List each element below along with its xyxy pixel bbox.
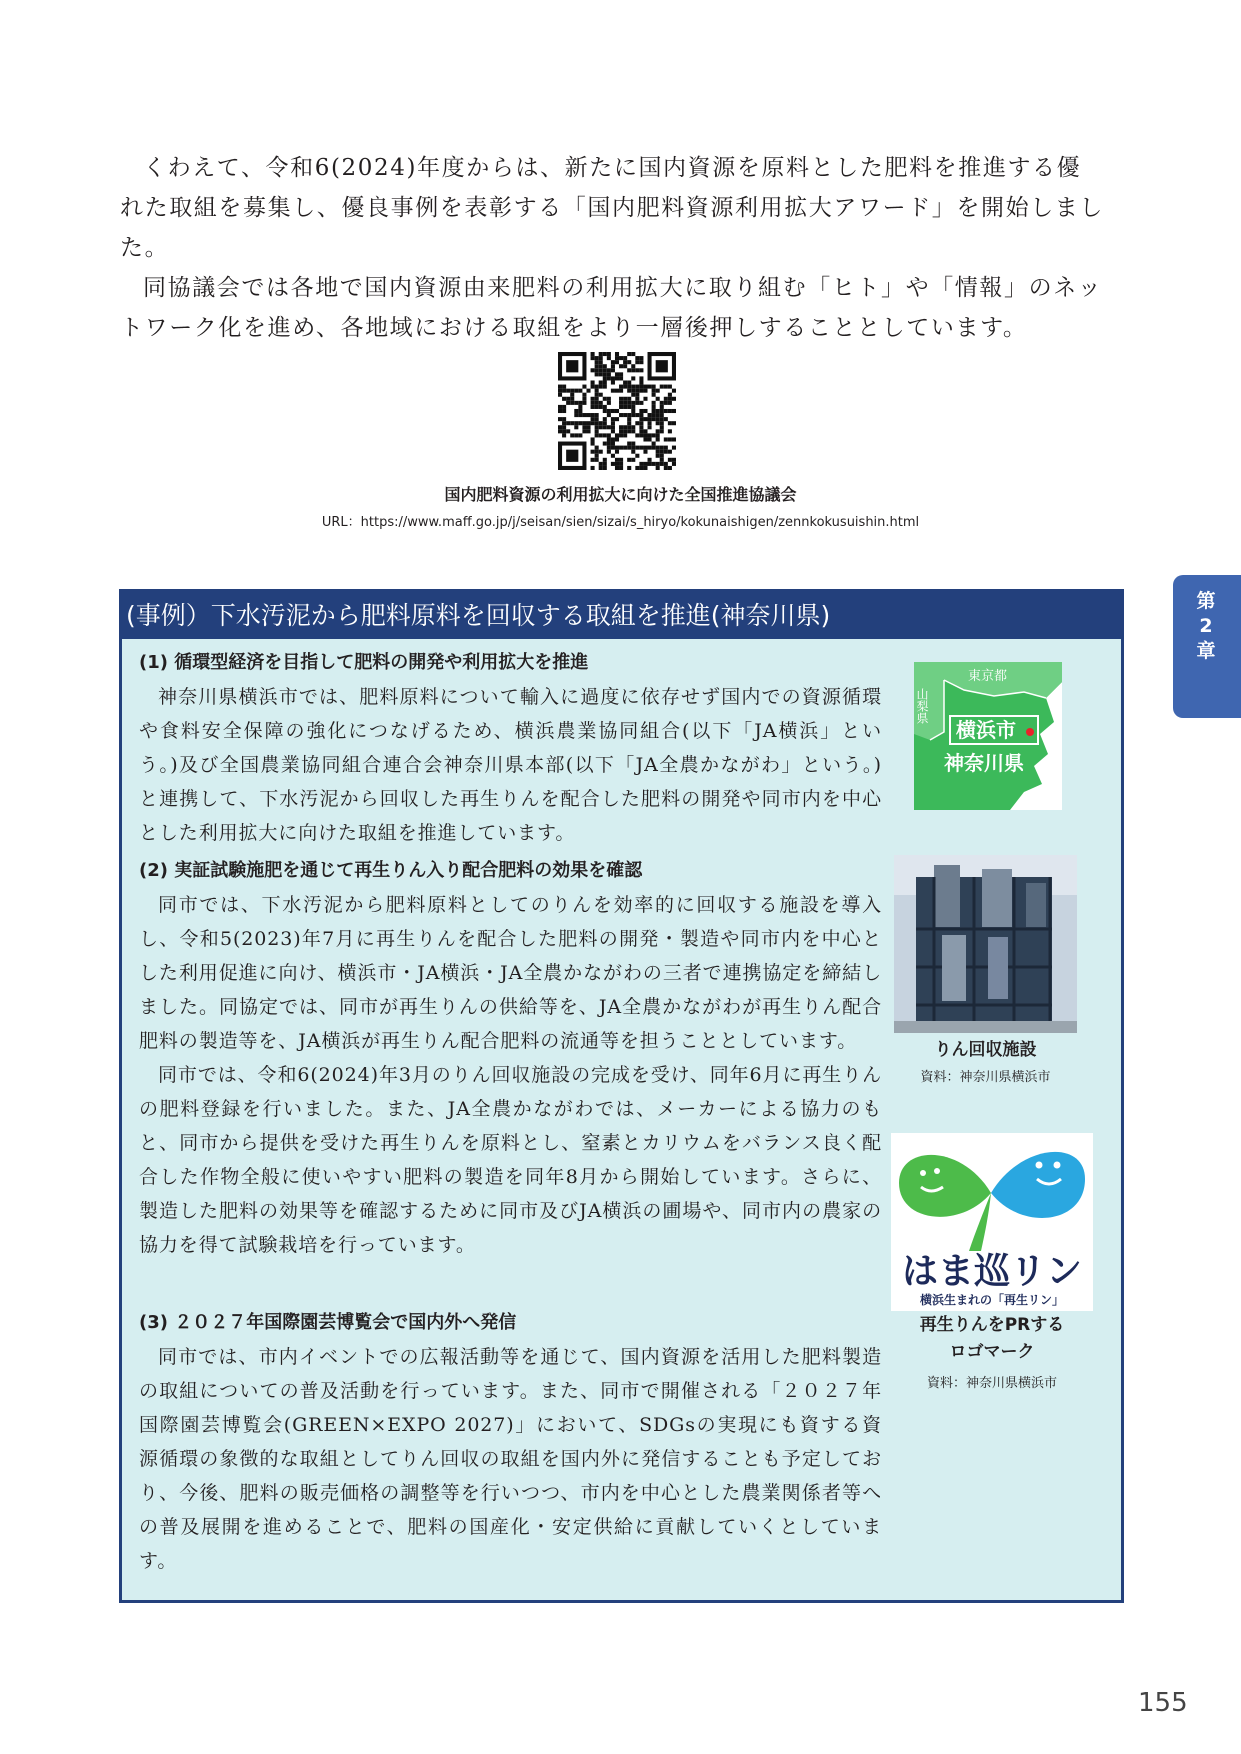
intro-text	[120, 148, 1105, 348]
qr-url[interactable]: URL：https://www.maff.go.jp/j/seisan/sien/sizai/s_hiryo/kokunaishigen/zennkokusuishin.html	[321, 515, 920, 530]
photo-caption: りん回収施設	[934, 1040, 1037, 1060]
section-paragraph: 同市では、下水汚泥から肥料原料としてのりんを効率的に回収する施設を導入し、令和5(2023)年7月に再生りんを配合した肥料の開発・製造や同市内を中心とした利用促進に向け、横浜市・JA横浜・JA全農かながわの三者で連携協定を締結しました。同協定では、同市が再生りんの供給等を、JA全農かながわが再生りん配合肥料の製造等を、JA横浜が再生りん配合肥料の流通等を担うこととしています。	[139, 894, 882, 1052]
logo-source: 資料：神奈川県横浜市	[926, 1376, 1057, 1391]
kanagawa-map	[914, 662, 1062, 810]
chapter-tab-label: 第 2 章	[1196, 590, 1216, 662]
page-number: 155	[1138, 1688, 1188, 1718]
section-title: (3) ２０２７年国際園芸博覧会で国内外へ発信	[139, 1312, 517, 1333]
yokohama-marker	[1026, 728, 1034, 736]
section-3	[139, 1310, 882, 1578]
section-title: (2) 実証試験施肥を通じて再生りん入り配合肥料の効果を確認	[139, 860, 643, 881]
map-label-yokohama: 横浜市	[956, 718, 1016, 742]
logo-text: はま巡リン	[901, 1251, 1083, 1292]
chapter-tab[interactable]	[1173, 575, 1241, 718]
qr-code[interactable]	[558, 352, 676, 470]
case-study-box	[119, 589, 1124, 1603]
map-label-kanagawa: 神奈川県	[944, 751, 1024, 775]
map-label-tokyo: 東京都	[968, 669, 1008, 684]
section-title: (1) 循環型経済を目指して肥料の開発や利用拡大を推進	[139, 652, 589, 673]
section-2	[139, 858, 882, 1262]
case-header: (事例）下水汚泥から肥料原料を回収する取組を推進(神奈川県)	[122, 592, 1121, 639]
intro-paragraph: くわえて、令和6(2024)年度からは、新たに国内資源を原料とした肥料を推進する優れた取組を募集し、優良事例を表彰する「国内肥料資源利用拡大アワード」を開始しました。	[120, 155, 1104, 261]
section-paragraph: 同市では、市内イベントでの広報活動等を通じて、国内資源を活用した肥料製造の取組についての普及活動を行っています。また、同市で開催される「２０２７年国際園芸博覧会(GREEN×EXPO 2027)」において、SDGsの実現にも資する資源循環の象徴的な取組としてりん回収の取組を国内外に発信することも予定しており、今後、肥料の販売価格の調整等を行いつつ、市内を中心とした農業関係者等への普及展開を進めることで、肥料の国産化・安定供給に貢献していくとしています。	[139, 1346, 882, 1572]
section-paragraph: 神奈川県横浜市では、肥料原料について輸入に過度に依存せず国内での資源循環や食料安全保障の強化につなげるため、横浜農業協同組合(以下「JA横浜」という。)及び全国農業協同組合連合会神奈川県本部(以下「JA全農かながわ」という。)と連携して、下水汚泥から回収した再生りんを配合した肥料の開発や同市内を中心とした利用拡大に向けた取組を推進しています。	[139, 686, 882, 844]
intro-paragraph: 同協議会では各地で国内資源由来肥料の利用拡大に取り組む「ヒト」や「情報」のネットワーク化を進め、各地域における取組をより一層後押しすることとしています。	[120, 275, 1103, 341]
qr-title: 国内肥料資源の利用拡大に向けた全国推進協議会	[444, 485, 797, 504]
section-paragraph: 同市では、令和6(2024)年3月のりん回収施設の完成を受け、同年6月に再生りんの肥料登録を行いました。また、JA全農かながわでは、メーカーによる協力のもと、同市から提供を受けた再生りんを原料とし、窒素とカリウムをバランス良く配合した作物全般に使いやすい肥料の製造を同年8月から開始しています。さらに、製造した肥料の効果等を確認するために同市及びJA横浜の圃場や、同市内の農家の協力を得て試験栽培を行っています。	[139, 1064, 882, 1256]
photo-source: 資料：神奈川県横浜市	[920, 1070, 1051, 1085]
logo-caption-line1: 再生りんをPRする	[919, 1315, 1065, 1335]
logo-tagline: 横浜生まれの「再生リン」	[919, 1293, 1065, 1307]
map-label-yamanashi: 山梨県	[915, 688, 929, 724]
phosphorus-facility-photo	[894, 855, 1077, 1033]
logo-caption-line2: ロゴマーク	[949, 1342, 1035, 1362]
hamameguririn-logo	[891, 1133, 1093, 1311]
section-1	[139, 650, 882, 850]
